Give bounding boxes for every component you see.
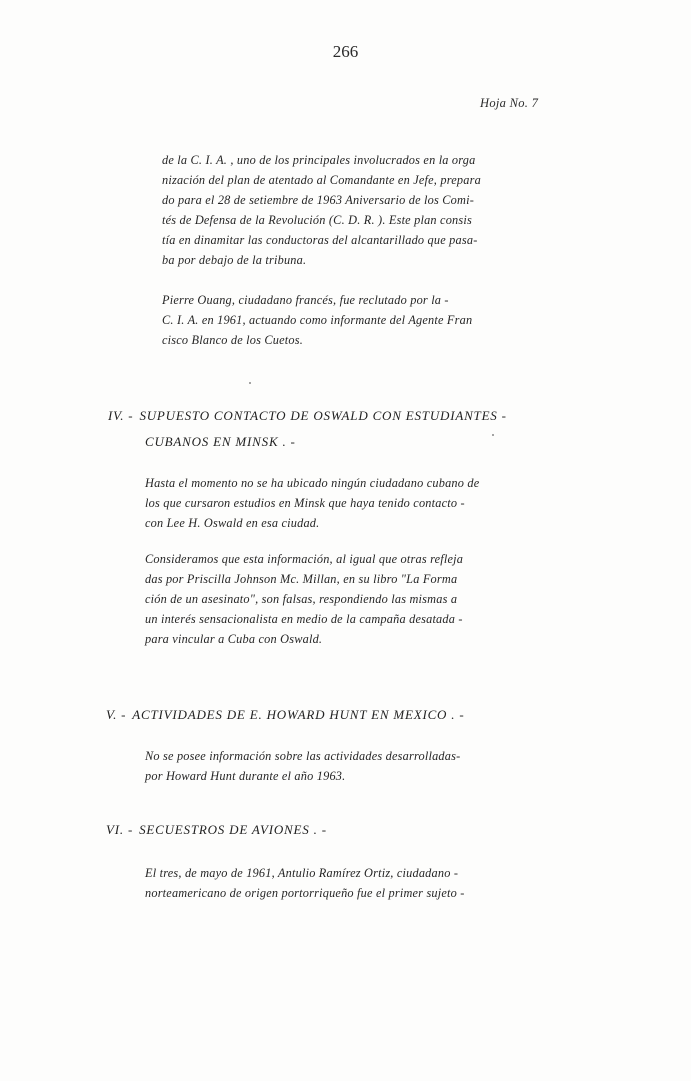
section-vi-paragraph: [145, 863, 465, 903]
section-iv-paragraph-1: [145, 473, 479, 533]
section-title: SUPUESTO CONTACTO DE OSWALD CON ESTUDIANTES -: [139, 408, 507, 423]
text-line: de la C. I. A. , uno de los principales involucrados en la orga: [162, 153, 476, 167]
text-line: das por Priscilla Johnson Mc. Millan, en su libro "La Forma: [145, 572, 458, 586]
text-line: ba por debajo de la tribuna.: [162, 253, 307, 267]
section-number: VI. -: [106, 822, 134, 837]
text-line: tés de Defensa de la Revolución (C. D. R. ). Este plan consis: [162, 213, 472, 227]
section-iv-heading: [108, 408, 507, 424]
text-line: C. I. A. en 1961, actuando como informante del Agente Fran: [162, 313, 473, 327]
section-title: SECUESTROS DE AVIONES . -: [139, 822, 327, 837]
section-number: IV. -: [108, 408, 134, 423]
scan-speck: [492, 434, 494, 436]
sheet-label: Hoja No. 7: [480, 96, 539, 110]
section-number: V. -: [106, 707, 127, 722]
section-vi-heading: [106, 822, 327, 838]
text-line: Hasta el momento no se ha ubicado ningún ciudadano cubano de: [145, 476, 480, 490]
text-line: con Lee H. Oswald en esa ciudad.: [145, 516, 320, 530]
section-v-heading: [106, 707, 465, 723]
text-line: ción de un asesinato", son falsas, respondiendo las mismas a: [145, 592, 458, 606]
text-line: por Howard Hunt durante el año 1963.: [145, 769, 346, 783]
section-iv-paragraph-2: [145, 549, 463, 649]
section-v-paragraph: [145, 746, 460, 786]
text-line: Pierre Ouang, ciudadano francés, fue reclutado por la -: [162, 293, 449, 307]
text-line: El tres, de mayo de 1961, Antulio Ramírez Ortiz, ciudadano -: [145, 866, 459, 880]
text-line: los que cursaron estudios en Minsk que haya tenido contacto -: [145, 496, 465, 510]
intro-paragraph: [162, 150, 481, 270]
text-line: norteamericano de origen portorriqueño fue el primer sujeto -: [145, 886, 465, 900]
pierre-ouang-paragraph: [162, 290, 472, 350]
text-line: tía en dinamitar las conductoras del alcantarillado que pasa-: [162, 233, 478, 247]
page-number: 266: [332, 42, 359, 61]
section-iv-heading-continuation: CUBANOS EN MINSK . -: [145, 434, 296, 449]
text-line: No se posee información sobre las actividades desarrolladas-: [145, 749, 461, 763]
text-line: nización del plan de atentado al Comandante en Jefe, prepara: [162, 173, 481, 187]
scan-speck: [249, 382, 251, 384]
section-title: ACTIVIDADES DE E. HOWARD HUNT EN MEXICO . -: [132, 707, 465, 722]
text-line: Consideramos que esta información, al igual que otras refleja: [145, 552, 464, 566]
text-line: cisco Blanco de los Cuetos.: [162, 333, 303, 347]
text-line: do para el 28 de setiembre de 1963 Aniversario de los Comi-: [162, 193, 475, 207]
text-line: para vincular a Cuba con Oswald.: [145, 632, 323, 646]
text-line: un interés sensacionalista en medio de la campaña desatada -: [145, 612, 463, 626]
